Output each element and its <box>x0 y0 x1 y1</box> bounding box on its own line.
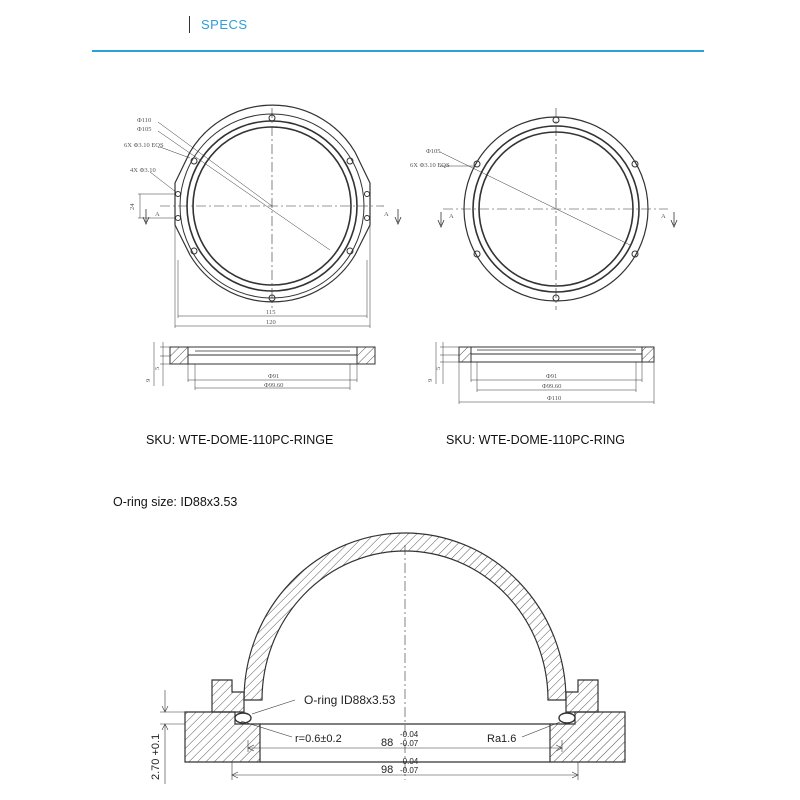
finish-callout: Ra1.6 <box>487 733 517 745</box>
left-dim-d110: Φ110 <box>137 117 152 124</box>
right-sec-d91: Φ91 <box>546 373 558 380</box>
left-sec-h5: 5 <box>154 366 161 370</box>
left-dim-115: 115 <box>266 309 276 316</box>
oring-callout: O-ring ID88x3.53 <box>304 693 396 707</box>
left-section-a-right: A <box>384 211 389 218</box>
right-sec-h5: 5 <box>435 366 442 370</box>
right-sec-h9: 9 <box>427 378 434 382</box>
right-sec-d110: Φ110 <box>547 395 562 402</box>
left-dim-120: 120 <box>266 319 276 326</box>
right-section-a-left: A <box>449 213 454 220</box>
oring-size: O-ring size: ID88x3.53 <box>113 495 238 509</box>
right-section-a-right: A <box>661 213 666 220</box>
dim-98-lower: -0.07 <box>400 766 419 775</box>
left-dim-holes: 6X Φ3.10 EQS <box>124 142 164 149</box>
sku-right: SKU: WTE-DOME-110PC-RING <box>446 433 625 447</box>
height-dim: 2.70 +0.1 <box>150 733 162 780</box>
left-sec-d91: Φ91 <box>268 373 280 380</box>
right-sec-d99: Φ99.60 <box>542 383 562 390</box>
right-top-view <box>438 108 677 310</box>
dim-88: 88 <box>381 737 394 749</box>
right-dim-d105: Φ105 <box>426 148 441 155</box>
left-sec-d99: Φ99.60 <box>264 382 284 389</box>
left-dim-d105: Φ105 <box>137 126 152 133</box>
left-sec-h9: 9 <box>145 378 152 382</box>
left-top-view <box>138 105 401 328</box>
left-dim-side-holes: 4X Φ3.10 <box>130 167 156 174</box>
dim-98: 98 <box>381 764 394 776</box>
right-dim-holes: 6X Φ3.10 EQS <box>410 162 450 169</box>
dim-88-upper: -0.04 <box>400 730 419 739</box>
dim-98-upper: -0.04 <box>400 757 419 766</box>
right-section-view <box>436 342 654 404</box>
radius-callout: r=0.6±0.2 <box>295 733 342 745</box>
left-section-a-left: A <box>155 211 160 218</box>
dim-88-lower: -0.07 <box>400 739 419 748</box>
left-dim-vert: 24 <box>129 203 136 210</box>
section-title: SPECS <box>201 17 248 32</box>
sku-left: SKU: WTE-DOME-110PC-RINGE <box>146 433 334 447</box>
